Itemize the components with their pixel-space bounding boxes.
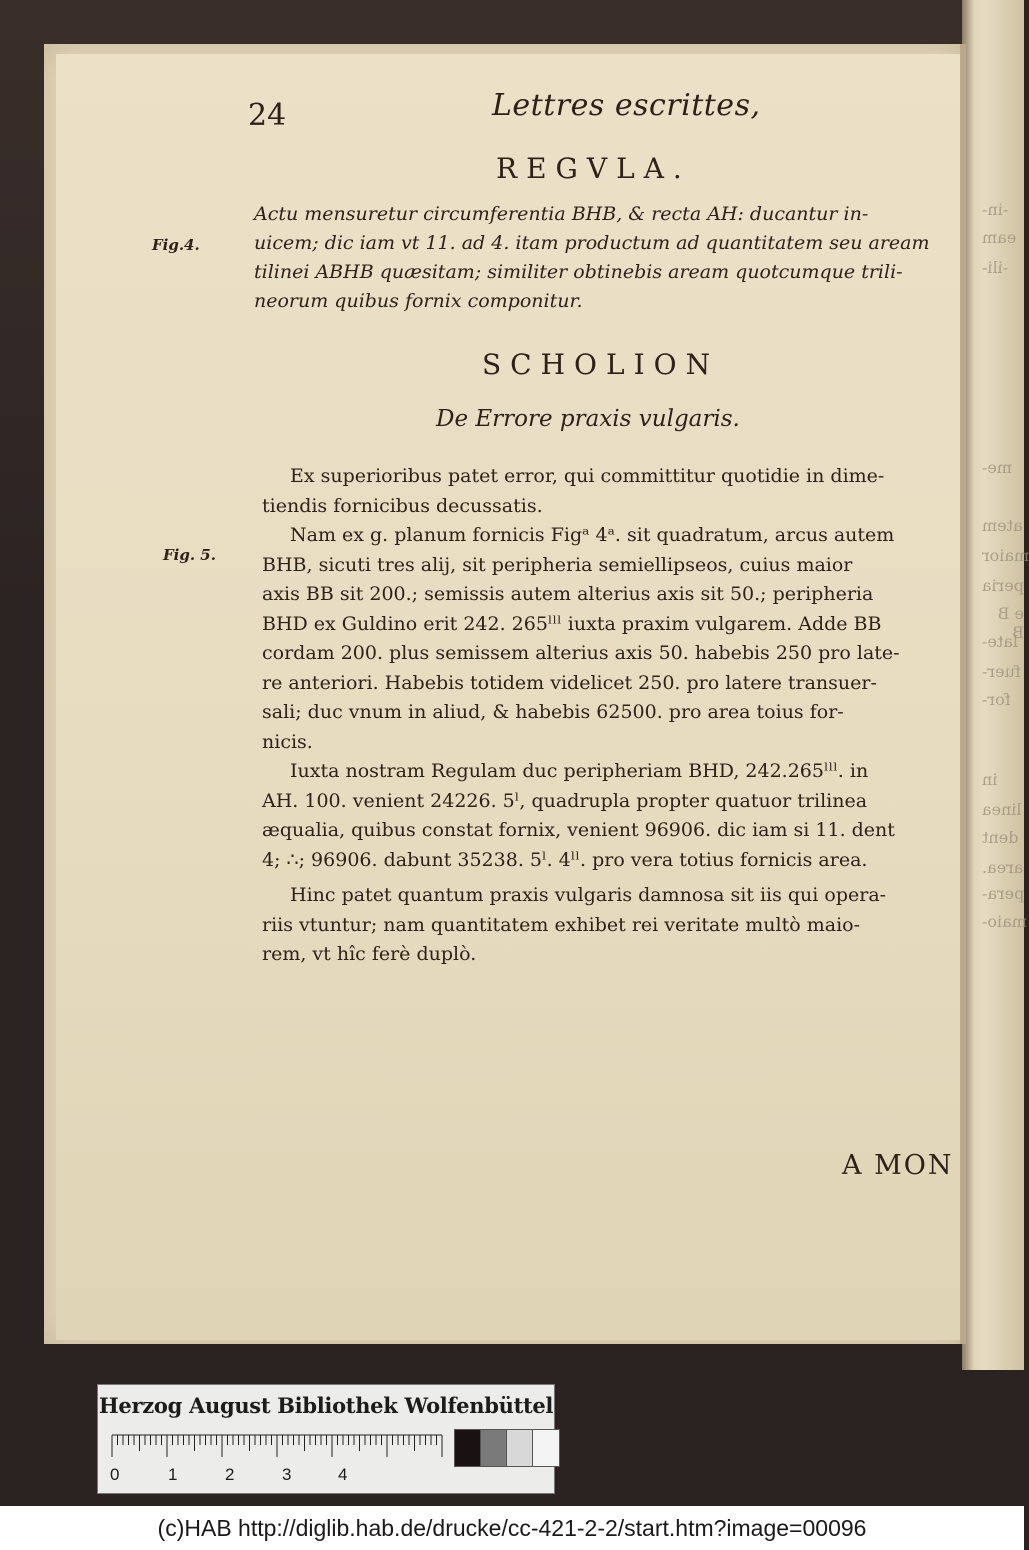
body-line: nicis.	[262, 730, 313, 753]
regula-line: uicem; dic iam vt 11. ad 4. itam productum ad quantitatem seu aream	[254, 232, 930, 254]
ruler-scale	[112, 1435, 442, 1459]
bleed-fragment: late-	[982, 632, 1018, 651]
swatch-white	[532, 1429, 560, 1467]
facing-page-strip	[962, 0, 1029, 1370]
body-line: BHD ex Guldino erit 242. 265ˡˡˡ iuxta praxim vulgarem. Adde BB	[262, 612, 882, 635]
copyright-footer: (c)HAB http://diglib.hab.de/drucke/cc-421-2-2/start.htm?image=00096	[0, 1506, 1024, 1550]
body-line: Hinc patet quantum praxis vulgaris damnosa sit iis qui opera-	[290, 884, 887, 906]
body-line: æqualia, quibus constat fornix, venient 96906. dic iam si 11. dent	[262, 819, 895, 841]
body-line: riis vtuntur; nam quantitatem exhibet rei veritate multò maio-	[262, 913, 860, 936]
figure-5-label: Fig. 5.	[163, 546, 216, 564]
bleed-fragment: linea	[982, 800, 1022, 819]
regula-line: Actu mensuretur circumferentia BHB, & recta AH: ducantur in-	[254, 203, 869, 225]
swatch-black	[454, 1429, 482, 1467]
bleed-fragment: maio-	[982, 912, 1027, 931]
bleed-fragment: peria	[982, 576, 1025, 595]
scale-number: 0	[110, 1465, 120, 1484]
bleed-fragment: area.	[982, 858, 1024, 877]
body-line: 4; ∴; 96906. dabunt 35238. 5ˡ. 4ˡˡ. pro vera totius fornicis area.	[262, 848, 868, 871]
ruler-numbers	[98, 1465, 554, 1489]
bleed-fragment: pera-	[982, 884, 1025, 903]
regula-text	[254, 200, 954, 316]
scale-number: 4	[338, 1465, 348, 1484]
body-line: Nam ex g. planum fornicis Figᵃ 4ᵃ. sit quadratum, arcus autem	[290, 524, 895, 546]
bleed-fragment: in	[982, 770, 998, 789]
scale-number: 2	[225, 1465, 235, 1484]
bleed-fragment: e B B	[997, 604, 1024, 642]
body-line: re anteriori. Habebis totidem videlicet 250. pro latere transuer-	[262, 671, 877, 694]
running-title: Lettres escrittes,	[492, 88, 761, 123]
bleed-fragment: dent	[982, 828, 1019, 847]
scholion-body	[262, 462, 962, 970]
bleed-fragment: me-	[982, 458, 1013, 477]
regula-heading: REGVLA.	[496, 152, 691, 185]
bleed-fragment: for-	[982, 690, 1011, 709]
bleed-fragment: fuer-	[982, 662, 1021, 681]
body-line: cordam 200. plus semissem alterius axis 50. habebis 250 pro late-	[262, 642, 900, 664]
body-line: tiendis fornicibus decussatis.	[262, 494, 543, 517]
body-line: sali; duc vnum in aliud, & habebis 62500. pro area toius for-	[262, 701, 844, 723]
scale-number: 3	[282, 1465, 292, 1484]
figure-4-label: Fig.4.	[152, 236, 200, 254]
regula-line: neorum quibus fornix componitur.	[254, 290, 583, 312]
color-calibration-chart	[97, 1384, 555, 1494]
body-line: axis BB sit 200.; semissis autem alterius axis sit 50.; peripheria	[262, 583, 874, 605]
regula-line: tilinei ABHB quæsitam; similiter obtinebis aream quotcumque trili-	[254, 261, 903, 283]
body-line: BHB, sicuti tres alij, sit peripheria semiellipseos, cuius maior	[262, 553, 853, 576]
bleed-fragment: maior	[982, 546, 1029, 565]
swatch-light	[506, 1429, 534, 1467]
swatch-gray	[480, 1429, 508, 1467]
bleed-fragment: eam	[982, 228, 1017, 247]
body-line: Ex superioribus patet error, qui committitur quotidie in dime-	[290, 465, 885, 487]
body-line: rem, vt hîc ferè duplò.	[262, 943, 477, 965]
bleed-fragment: -in-	[982, 200, 1009, 219]
body-line: Iuxta nostram Regulam duc peripheriam BHD, 242.265ˡˡˡ. in	[290, 760, 869, 782]
institution-name: Herzog August Bibliothek Wolfenbüttel	[98, 1393, 554, 1418]
body-line: AH. 100. venient 24226. 5ˡ, quadrupla propter quatuor trilinea	[262, 789, 868, 812]
scholion-subtitle: De Errore praxis vulgaris.	[436, 406, 740, 432]
catchword: A MON	[842, 1150, 954, 1181]
scholion-heading: SCHOLION	[482, 348, 720, 381]
bleed-fragment: -ili-	[982, 258, 1009, 277]
page-number: 24	[248, 98, 287, 133]
bleed-fragment: atem	[982, 516, 1023, 535]
scale-number: 1	[168, 1465, 178, 1484]
